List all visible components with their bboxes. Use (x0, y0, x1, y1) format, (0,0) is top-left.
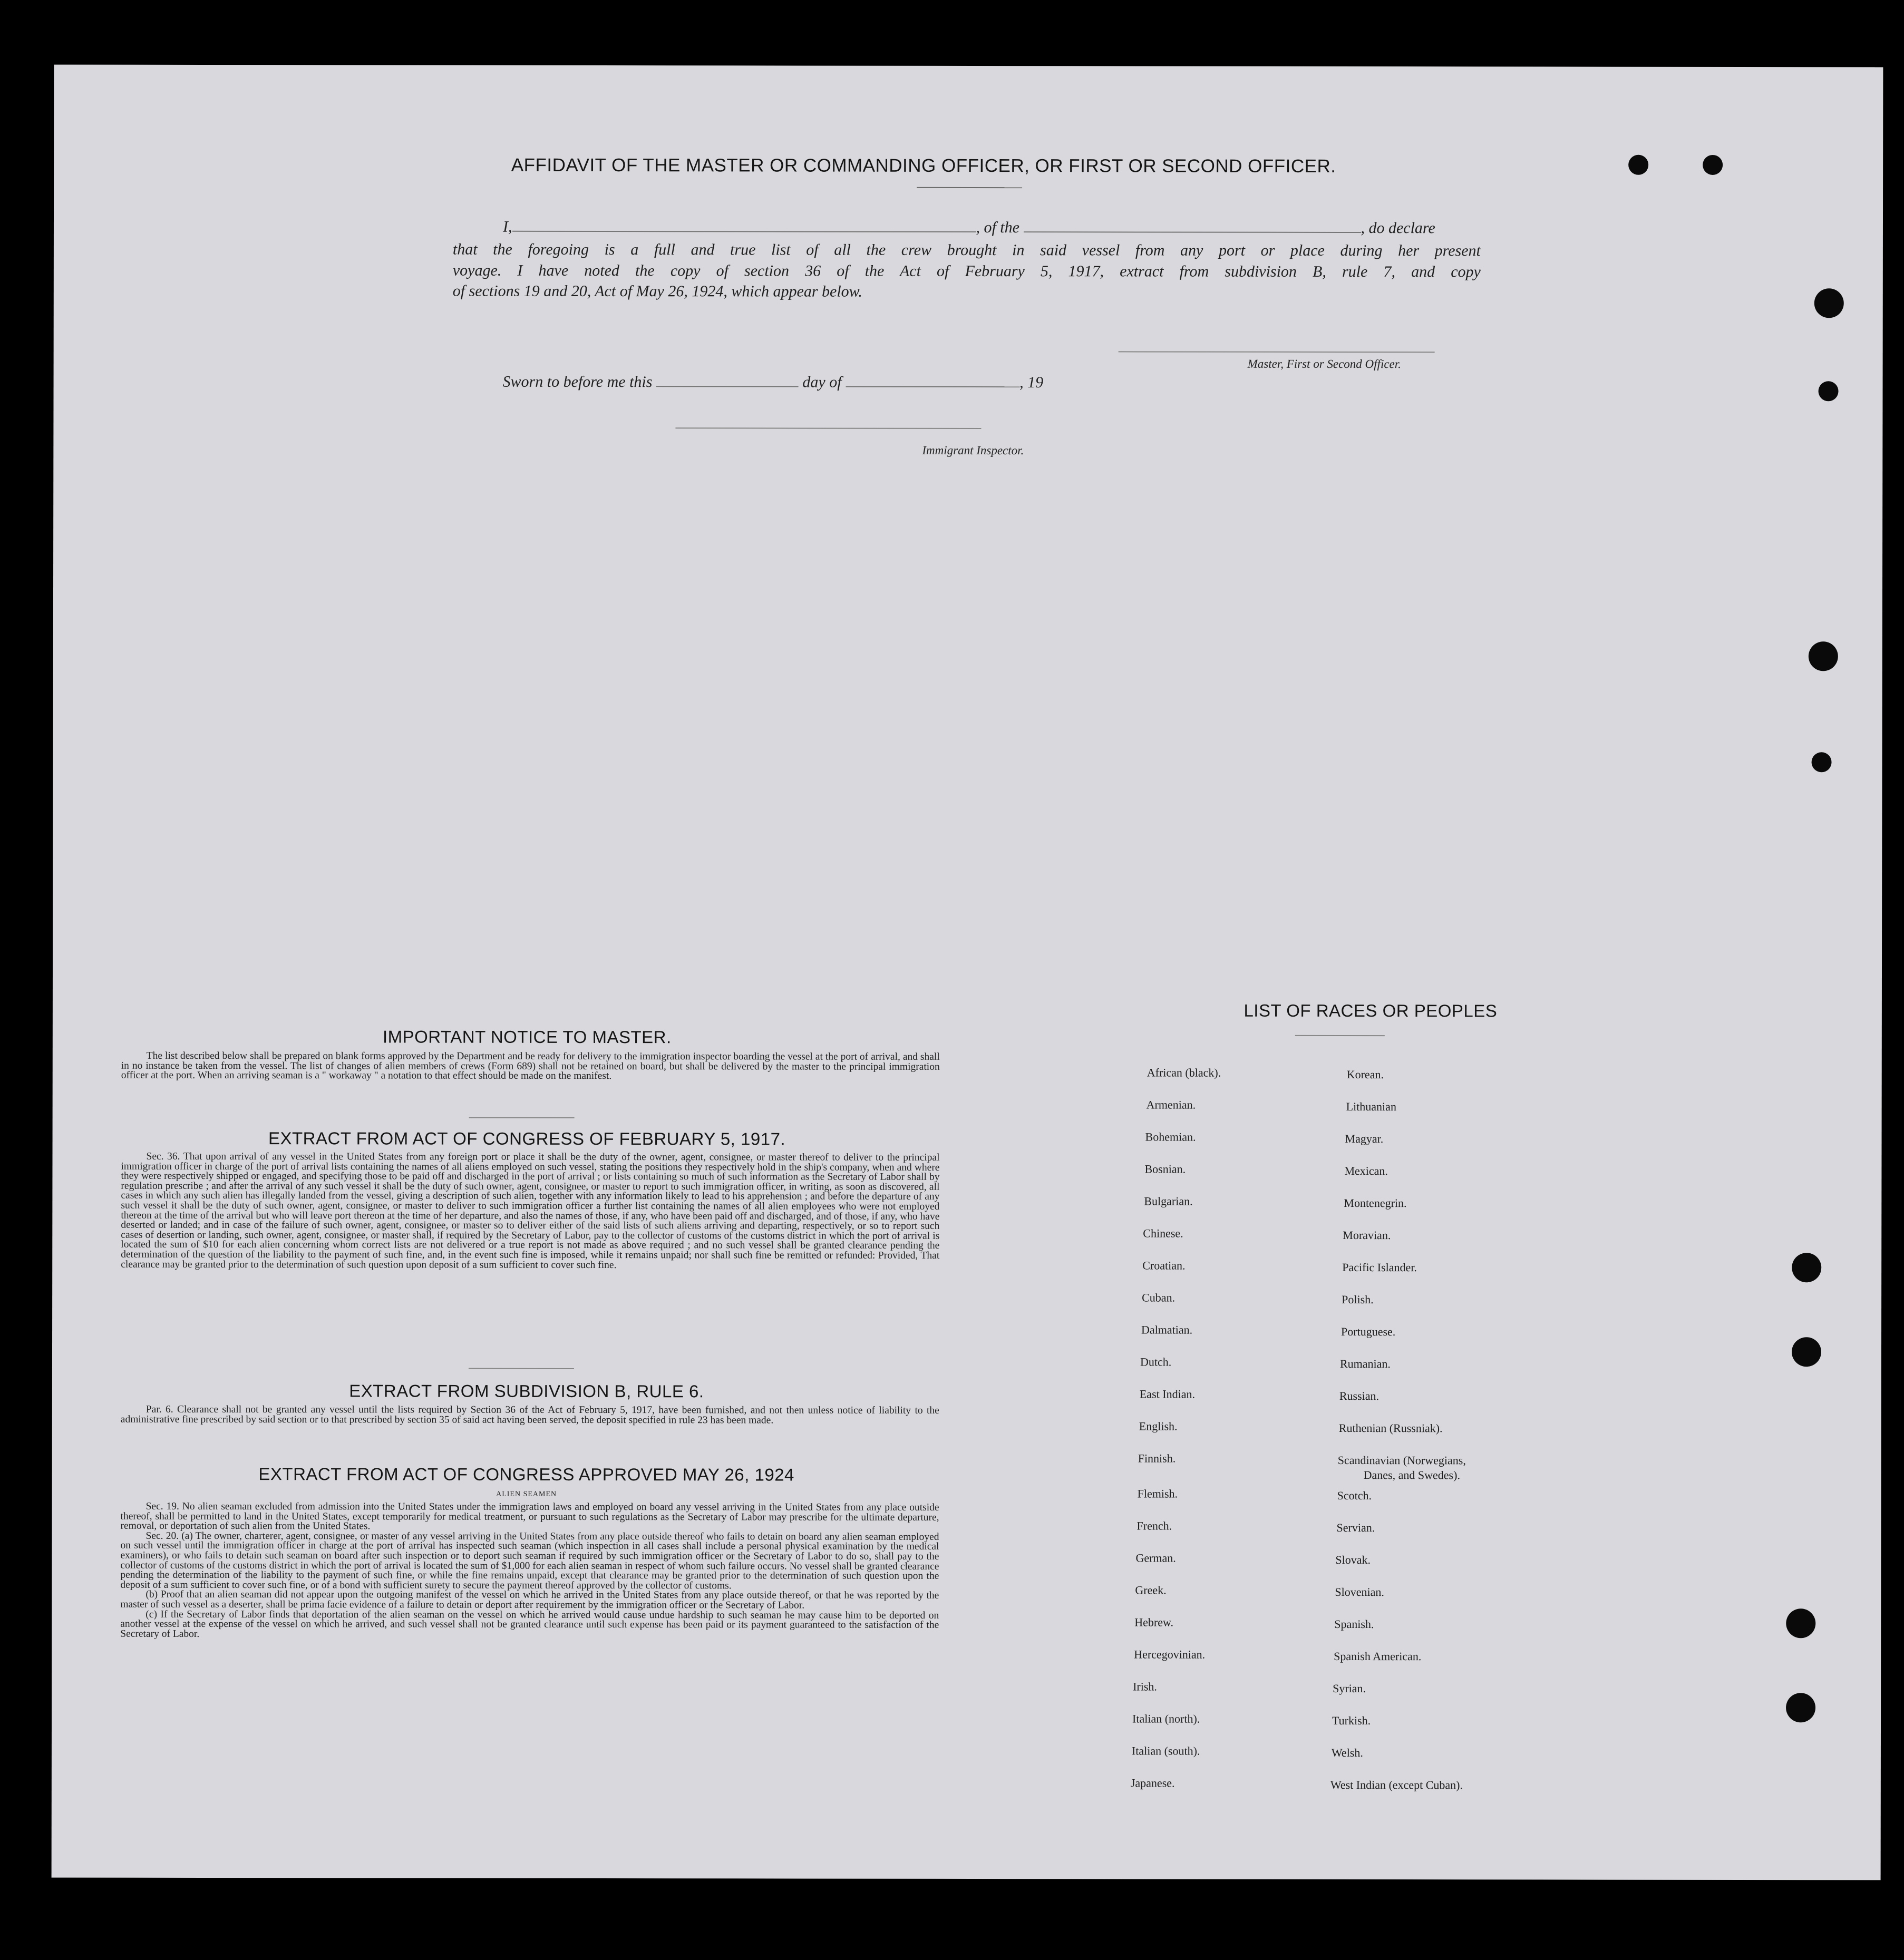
race-item: Moravian. (1343, 1228, 1391, 1242)
vessel-blank[interactable] (1023, 220, 1361, 233)
race-item: Italian (south). (1131, 1744, 1200, 1758)
race-item: Scotch. (1337, 1488, 1372, 1503)
master-signature-line[interactable] (1119, 351, 1435, 353)
race-item: Lithuanian (1346, 1100, 1396, 1114)
notice-title: IMPORTANT NOTICE TO MASTER. (382, 1027, 672, 1047)
section-rule (469, 1368, 574, 1369)
extract-rule6-body (121, 1405, 939, 1426)
race-item: African (black). (1147, 1066, 1221, 1079)
races-right-column (54, 65, 1883, 67)
race-item: Japanese. (1130, 1776, 1175, 1790)
punch-hole (1812, 752, 1832, 772)
affidavit-title: AFFIDAVIT OF THE MASTER OR COMMANDING OFFICER, OR FIRST OR SECOND OFFICER. (511, 154, 1336, 177)
affidavit-line-3: voyage. I have noted the copy of section 36 of the Act of February 5, 1917, extract from subdivision B, rule 7, and copy (452, 261, 1481, 281)
race-item: Welsh. (1331, 1746, 1363, 1760)
race-item: Spanish American. (1334, 1649, 1422, 1663)
punch-hole (1792, 1337, 1821, 1367)
punch-hole (1814, 288, 1844, 318)
race-item: Slovenian. (1335, 1585, 1384, 1599)
race-item: French. (1136, 1519, 1172, 1533)
notice-paragraph: The list described below shall be prepared on blank forms approved by the Department and be ready for delivery to the immigration inspector boarding the vessel at the port of arrival, and shall in no instance be taken from the vessel. The list of changes of alien members of crews (Form 689) shall not be retained on board, but shall be delivered by the master to the principal immigration officer at the port. When an arriving seaman is a " workaway " a notation to that effect should be made on the manifest. (121, 1050, 940, 1082)
affidavit-i-label: I, (502, 218, 512, 236)
race-item: Bohemian. (1145, 1130, 1196, 1144)
race-item: Chinese. (1143, 1226, 1183, 1240)
race-item: Magyar. (1345, 1132, 1384, 1146)
sec-20c-paragraph: (c) If the Secretary of Labor finds that deportation of the alien seaman on the vessel on which he arrived would cause undue hardship to such seaman he may cause him to be deported on another vessel at the expense of the vessel on which he arrived, and such vessel shall not be granted clearance until such expense has been paid or its payment guaranteed to the satisfaction of the Secretary of Labor. (120, 1608, 939, 1640)
race-item: West Indian (except Cuban). (1330, 1778, 1463, 1792)
extract-1924-body (120, 1502, 939, 1640)
race-item: Syrian. (1333, 1681, 1366, 1695)
race-item: English. (1139, 1419, 1178, 1433)
alien-seamen-subtitle: ALIEN SEAMEN (496, 1490, 557, 1498)
punch-hole (1809, 641, 1838, 671)
extract-rule6-title: EXTRACT FROM SUBDIVISION B, RULE 6. (349, 1381, 704, 1401)
race-item: Italian (north). (1132, 1712, 1200, 1725)
month-blank[interactable] (846, 375, 1019, 387)
affidavit-declare-label: , do declare (1361, 219, 1435, 237)
race-item: Ruthenian (Russniak). (1338, 1421, 1443, 1435)
document-page (52, 65, 1883, 1880)
race-item: Finnish. (1138, 1451, 1176, 1465)
race-item: Hebrew. (1134, 1615, 1173, 1629)
race-item: Pacific Islander. (1342, 1260, 1417, 1274)
race-item: Scandinavian (Norwegians, (1337, 1453, 1466, 1467)
race-item: Danes, and Swedes). (1363, 1468, 1460, 1482)
name-blank[interactable] (512, 219, 976, 232)
race-item: Bulgarian. (1144, 1194, 1193, 1208)
affidavit-of-the-label: , of the (976, 219, 1019, 237)
notice-body (121, 1051, 940, 1082)
races-left-column (54, 65, 1883, 67)
race-item: Irish. (1133, 1680, 1157, 1693)
races-title: LIST OF RACES OR PEOPLES (1244, 1000, 1498, 1021)
races-title-rule (1295, 1035, 1385, 1036)
affidavit-line-4: of sections 19 and 20, Act of May 26, 1924, which appear below. (452, 282, 862, 300)
punch-hole (1792, 1253, 1821, 1282)
race-item: Rumanian. (1339, 1357, 1391, 1371)
par-6-paragraph: Par. 6. Clearance shall not be granted any vessel until the lists required by Section 36 of the Act of February 5, 1917, have been furnished, and not then unless notice of liability to the administrative fine prescribed by said section or to that prescribed by section 35 of said act having been served, the deposit specified in rule 23 has been made. (120, 1403, 939, 1426)
sec-20b-paragraph: (b) Proof that an alien seaman did not appear upon the outgoing manifest of the vessel on which he arrived in the United States from any place outside thereof, or that he was reported by the master of such vessel as a deserter, shall be prima facie evidence of a failure to detain or deport after requirement by the immigration officer or the Secretary of Labor. (120, 1589, 939, 1611)
race-item: Spanish. (1334, 1617, 1374, 1631)
inspector-signature-line[interactable] (675, 427, 981, 429)
punch-hole (1628, 155, 1648, 175)
race-item: Russian. (1339, 1389, 1380, 1403)
race-item: Portuguese. (1341, 1324, 1396, 1339)
race-item: Bosnian. (1144, 1162, 1186, 1176)
inspector-label: Immigrant Inspector. (922, 443, 1024, 457)
race-item: Montenegrin. (1344, 1196, 1407, 1210)
race-item: Turkish. (1332, 1713, 1371, 1728)
race-item: Armenian. (1146, 1098, 1196, 1111)
sec-20a-paragraph: Sec. 20. (a) The owner, charterer, agent, consignee, or master of any vessel arriving in the United States from any place outside thereof who fails to detain on board any alien seaman employed on such vessel until the immigration officer in charge at the port of arrival has inspected such seaman (which inspection in all cases shall include a personal physical examination by the medical examiners), or who fails to detain such seaman on board after such inspection or to deport such seaman if required by such immigration officer or the Secretary of Labor to do so, shall pay to the collector of customs of the customs district in which the port of arrival is located the sum of $1,000 for each alien seaman in respect of whom such failure occurs. No vessel shall be granted clearance pending the determination of the liability to the payment of such fine, or while the fine remains unpaid, except that clearance may be granted prior to the determination of such question upon the deposit of a sum sufficient to cover such fine, or of a bond with sufficient surety to secure the payment thereof approved by the collector of customs. (120, 1530, 939, 1592)
section-rule (469, 1117, 575, 1118)
race-item: Dalmatian. (1141, 1323, 1193, 1337)
race-item: German. (1135, 1551, 1176, 1565)
race-item: Cuban. (1142, 1291, 1176, 1304)
race-item: Greek. (1135, 1583, 1167, 1597)
race-item: Korean. (1346, 1068, 1384, 1081)
punch-hole (1703, 155, 1723, 175)
race-item: Flemish. (1137, 1487, 1178, 1500)
day-blank[interactable] (656, 374, 799, 387)
race-item: Mexican. (1344, 1164, 1388, 1178)
master-signature-label: Master, First or Second Officer. (1247, 357, 1401, 371)
sec-19-paragraph: Sec. 19. No alien seaman excluded from admission into the United States under the immigration laws and employed on board any vessel arriving in the United States from any place outside thereof, shall be permitted to land in the United States, except temporarily for medical treatment, or pursuant to such regulations as the Secretary of Labor may prescribe for the ultimate departure, removal, or deportation of such alien from the United States. (120, 1500, 939, 1532)
punch-hole (1786, 1608, 1815, 1638)
extract-1924-title: EXTRACT FROM ACT OF CONGRESS APPROVED MAY 26, 1924 (258, 1464, 794, 1485)
race-item: East Indian. (1139, 1387, 1195, 1401)
section-36-paragraph: Sec. 36. That upon arrival of any vessel in the United States from any foreign port or place it shall be the duty of the owner, agent, consignee, or master thereof to deliver to the principal immigration officer in charge of the port of arrival lists containing the names of all aliens employed on such vessel, stating the positions they respectively hold in the ship's company, when and where they were respectively shipped or engaged, and specifying those to be paid off and discharged in the port of arrival ; or lists containing so much of such information as the Secretary of Labor shall by regulation prescribe ; and after the arrival of any such vessel it shall be the duty of such owner, agent, consignee, or master to report to such immigration officer, in writing, as soon as discovered, all cases in which any such alien has illegally landed from the vessel, giving a description of such alien, together with any information likely to lead to his apprehension ; and before the departure of any such vessel it shall be the duty of such owner, agent, consignee, or master to deliver to such immigration officer a further list containing the names of all alien employees who were not employed thereon at the time of the arrival but who will leave port thereon at the time of her departure, and also the names of those, if any, who have been paid off and discharged, and of those, if any, who have deserted or landed; and in case of the failure of such owner, agent, consignee, or master so to deliver either of the said lists of such aliens arriving and departing, respectively, or so to report such cases of desertion or landing, such owner, agent, consignee, or master shall, if required by the Secretary of Labor, pay to the collector of customs of the customs district in which the port of arrival is located the sum of $10 for each alien concerning whom correct lists are not delivered or a true report is not made as above required ; and no such vessel shall be granted clearance pending the determination of the question of the liability to the payment of such fine, and, in the event such fine is imposed, while it remains unpaid; nor shall such fine be remitted or refunded: Provided, That clearance may be granted prior to the determination of such question upon deposit of a sum sufficient to cover such fine. (121, 1150, 940, 1271)
extract-1917-title: EXTRACT FROM ACT OF CONGRESS OF FEBRUARY 5, 1917. (268, 1128, 786, 1149)
race-item: Servian. (1336, 1520, 1375, 1535)
race-item: Slovak. (1335, 1553, 1371, 1567)
extract-1917-body (121, 1152, 939, 1271)
sworn-year: , 19 (1019, 374, 1044, 392)
race-item: Polish. (1342, 1292, 1374, 1306)
race-item: Dutch. (1140, 1355, 1172, 1369)
sworn-day-of: day of (802, 373, 842, 391)
race-item: Croatian. (1142, 1259, 1186, 1272)
affidavit-line-1 (503, 218, 1435, 237)
punch-hole (1786, 1693, 1815, 1722)
punch-hole (1819, 381, 1839, 401)
title-rule (917, 187, 1022, 188)
sworn-line (503, 373, 1044, 392)
sworn-prefix: Sworn to before me this (502, 373, 653, 391)
affidavit-line-2: that the foregoing is a full and true list of all the crew brought in said vessel from any port or place during her present (452, 240, 1481, 260)
race-item: Hercegovinian. (1134, 1647, 1206, 1661)
